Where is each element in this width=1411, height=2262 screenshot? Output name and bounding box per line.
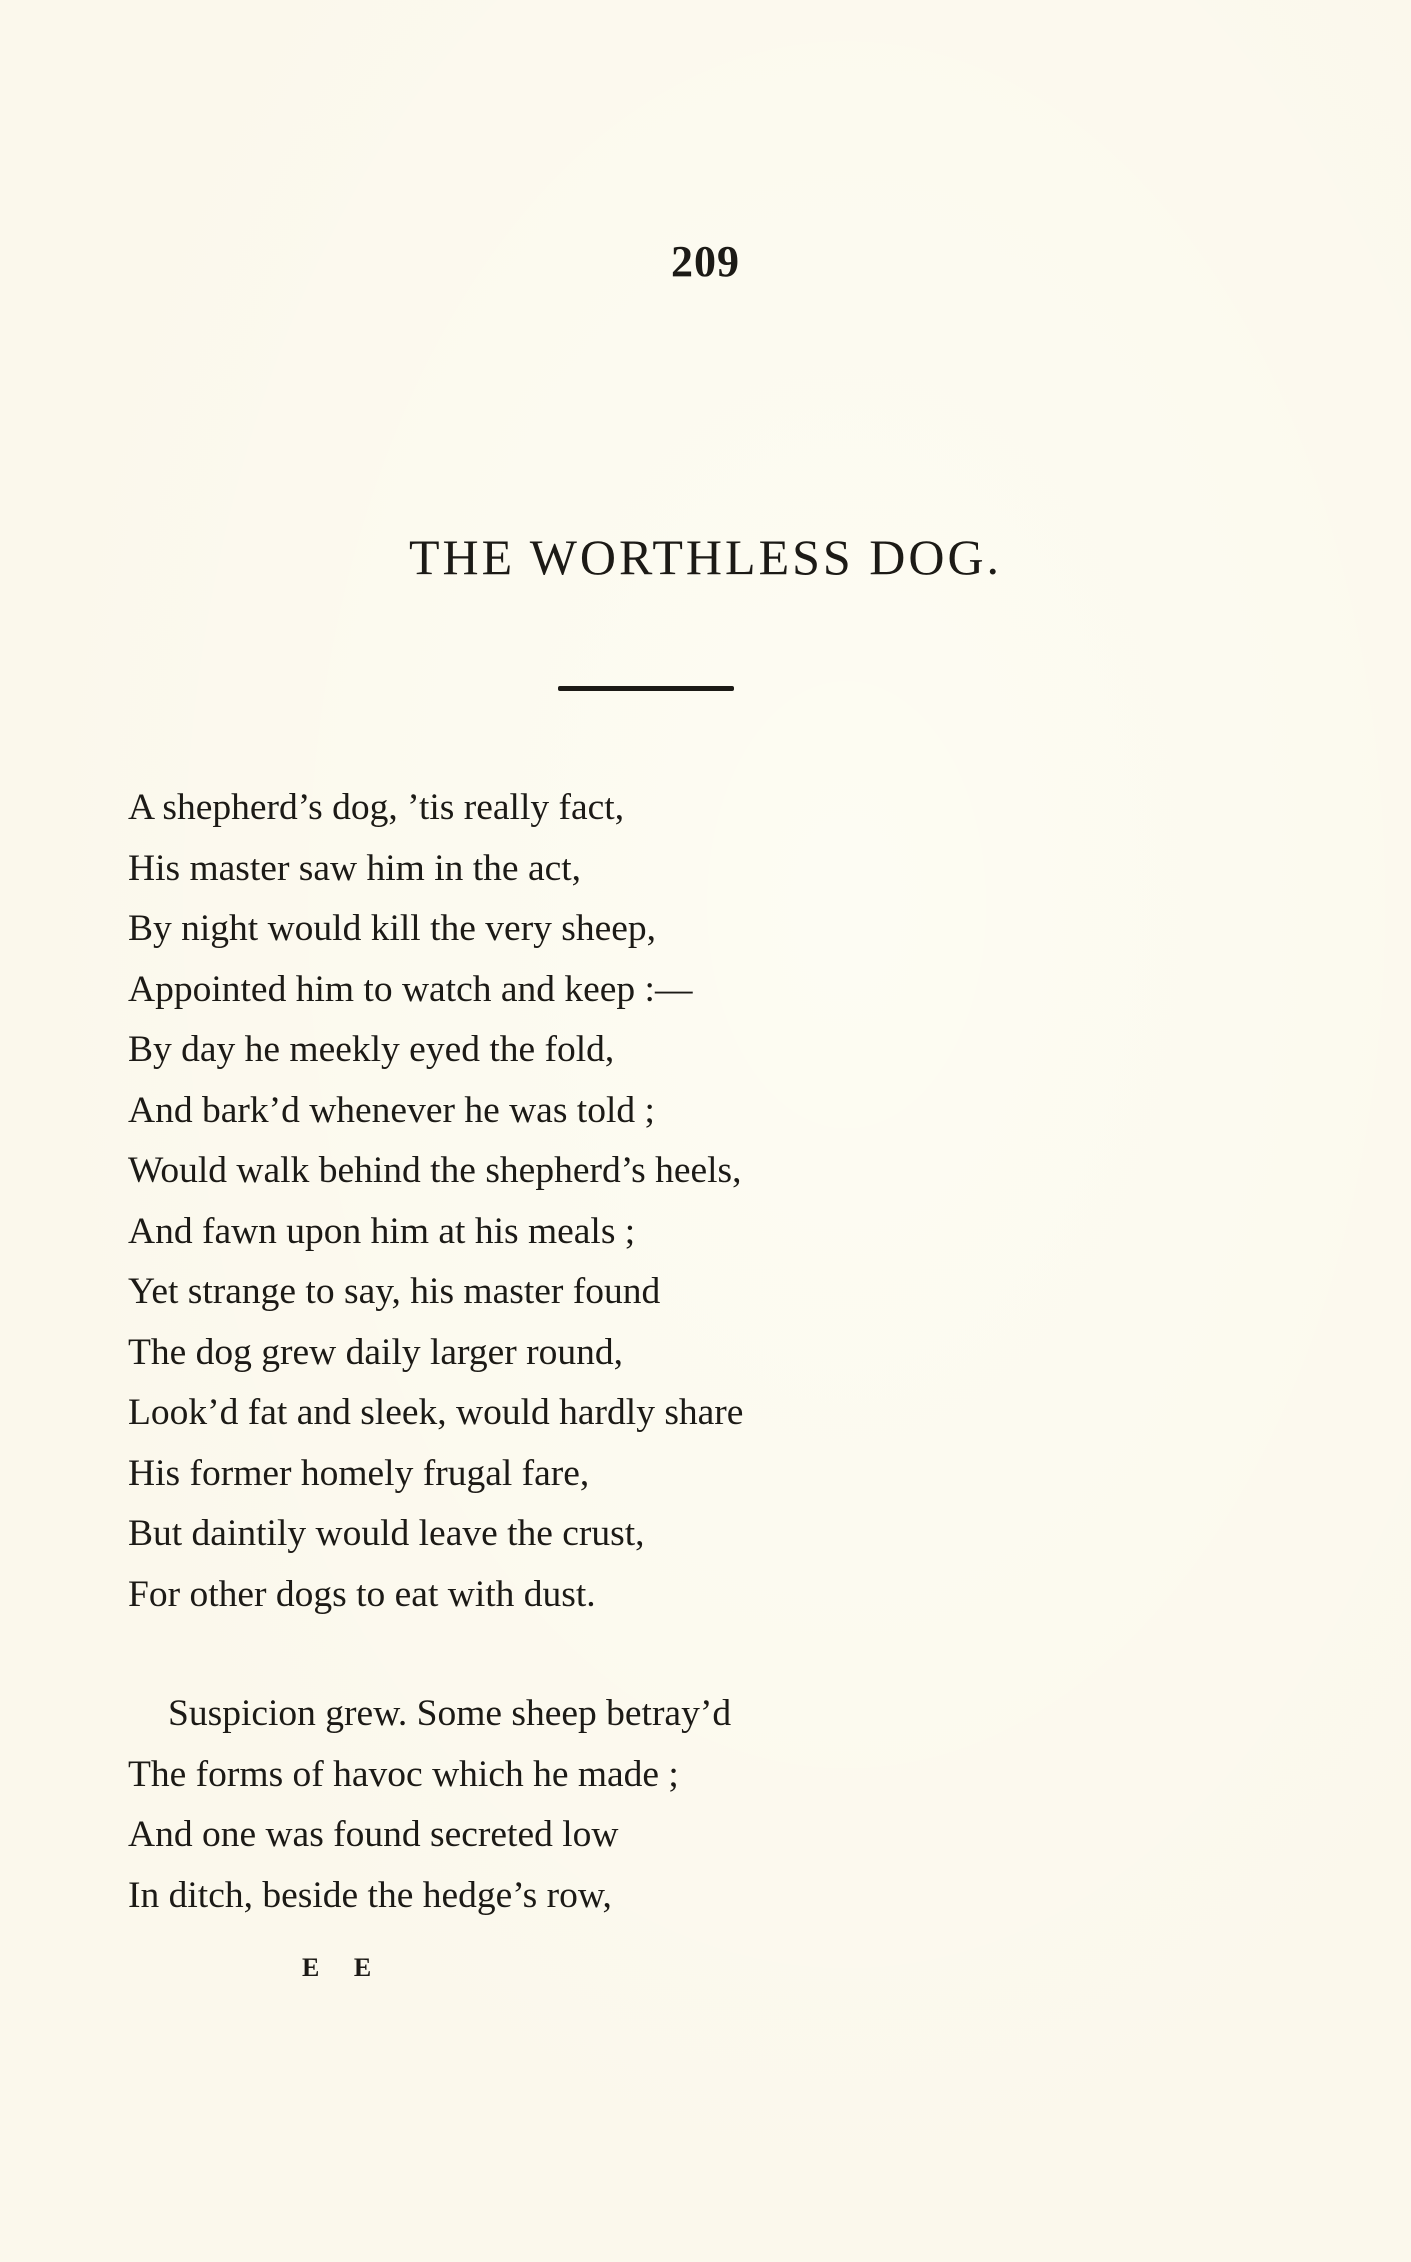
signature-mark: E E <box>302 1953 386 1982</box>
poem-line: Yet strange to say, his master found <box>128 1271 661 1312</box>
poem-line: Would walk behind the shepherd’s heels, <box>128 1150 742 1191</box>
poem-line: Look’d fat and sleek, would hardly share <box>128 1392 744 1433</box>
poem-line: A shepherd’s dog, ’tis really fact, <box>128 787 625 828</box>
poem-line: In ditch, beside the hedge’s row, <box>128 1874 612 1916</box>
page-number: 209 <box>671 237 740 286</box>
poem-line: The forms of havoc which he made ; <box>128 1753 679 1795</box>
poem-line: Suspicion grew. Some sheep betray’d <box>168 1693 732 1734</box>
poem-line: And bark’d whenever he was told ; <box>128 1089 655 1131</box>
poem-line: By night would kill the very sheep, <box>128 908 657 949</box>
title-rule <box>558 686 734 691</box>
poem-line: By day he meekly eyed the fold, <box>128 1029 615 1070</box>
poem-title: THE WORTHLESS DOG. <box>408 529 1003 585</box>
poem-line: For other dogs to eat with dust. <box>128 1573 596 1615</box>
poem-line: And one was found secreted low <box>128 1814 619 1855</box>
stanza-2 <box>128 1684 988 1926</box>
poem-line: The dog grew daily larger round, <box>128 1331 623 1373</box>
poem-line: His former homely frugal fare, <box>128 1452 590 1494</box>
poem-line: His master saw him in the act, <box>128 847 582 889</box>
poem-line: Appointed him to watch and keep :— <box>128 968 693 1010</box>
poem-line: And fawn upon him at his meals ; <box>128 1210 636 1252</box>
stanza-1 <box>128 778 988 1625</box>
poem-line: But daintily would leave the crust, <box>128 1513 645 1554</box>
